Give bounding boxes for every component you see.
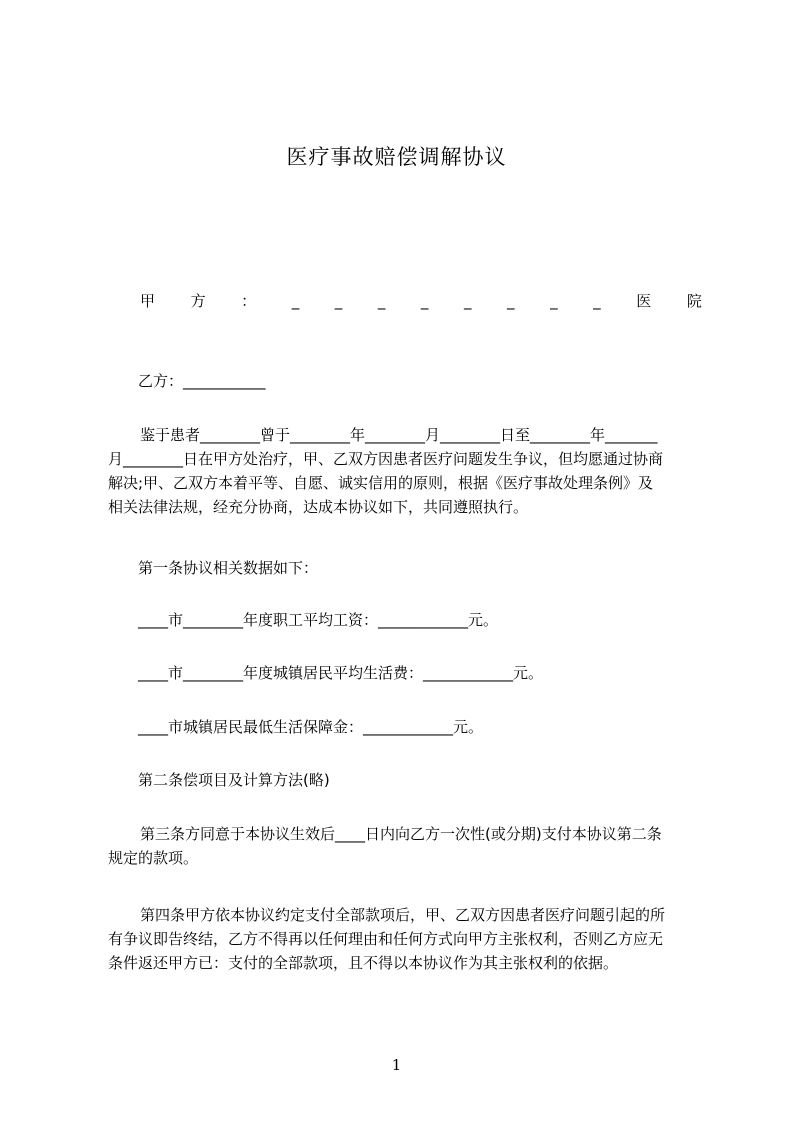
document-title: 医疗事故赔偿调解协议	[286, 145, 507, 169]
party-a-char: 医	[636, 292, 652, 310]
article-4-line: 有争议即告终结，乙方不得再以任何理由和任何方式向甲方主张权利，否则乙方应无	[108, 930, 664, 948]
party-a-blank: _	[550, 292, 558, 310]
party-a-blank: _	[507, 292, 515, 310]
preamble-line: 月________日在甲方处治疗，甲、乙双方因患者医疗问题发生争议，但均愿通过协商	[108, 450, 664, 468]
party-a-blank: _	[593, 292, 601, 310]
article-1-heading: 第一条协议相关数据如下：	[138, 559, 319, 577]
data-line: ____市________年度城镇居民平均生活费：____________元。	[138, 664, 544, 682]
article-3-line: 第三条方同意于本协议生效后____日内向乙方一次性(或分期)支付本协议第二条	[140, 825, 662, 843]
article-3-paragraph	[108, 822, 702, 870]
party-a-char: 甲	[140, 292, 156, 310]
article-4-line: 第四条甲方依本协议约定支付全部款项后，甲、乙双方因患者医疗问题引起的所	[140, 906, 666, 924]
party-a-char: 方	[190, 292, 206, 310]
party-b-line: 乙方：___________	[138, 372, 266, 390]
data-line: ____市________年度职工平均工资：____________元。	[138, 611, 499, 629]
party-a-blank: _	[420, 292, 429, 310]
party-a-char: 院	[686, 292, 702, 310]
party-a-line	[140, 290, 702, 312]
page-number: 1	[391, 1056, 402, 1074]
party-a-blank: _	[377, 292, 386, 310]
preamble-line: 鉴于患者________曾于________年________月________日至________年_______	[140, 426, 658, 444]
article-2-heading: 第二条偿项目及计算方法(略)	[138, 771, 330, 789]
preamble-paragraph	[108, 423, 702, 519]
preamble-line: 相关法律法规，经充分协商，达成本协议如下，共同遵照执行。	[108, 498, 529, 516]
article-3-line: 规定的款项。	[108, 849, 199, 867]
article-4-line: 条件返还甲方已：支付的全部款项，且不得以本协议作为其主张权利的依据。	[108, 954, 619, 972]
party-a-blank: _	[463, 292, 472, 310]
party-a-blank: _	[334, 292, 343, 310]
data-line: ____市城镇居民最低生活保障金：____________元。	[138, 718, 484, 736]
party-a-blank: _	[291, 292, 300, 310]
article-4-paragraph	[108, 903, 702, 975]
preamble-line: 解决;甲、乙双方本着平等、自愿、诚实信用的原则，根据《医疗事故处理条例》及	[108, 474, 654, 492]
party-a-char: ：	[241, 292, 257, 310]
